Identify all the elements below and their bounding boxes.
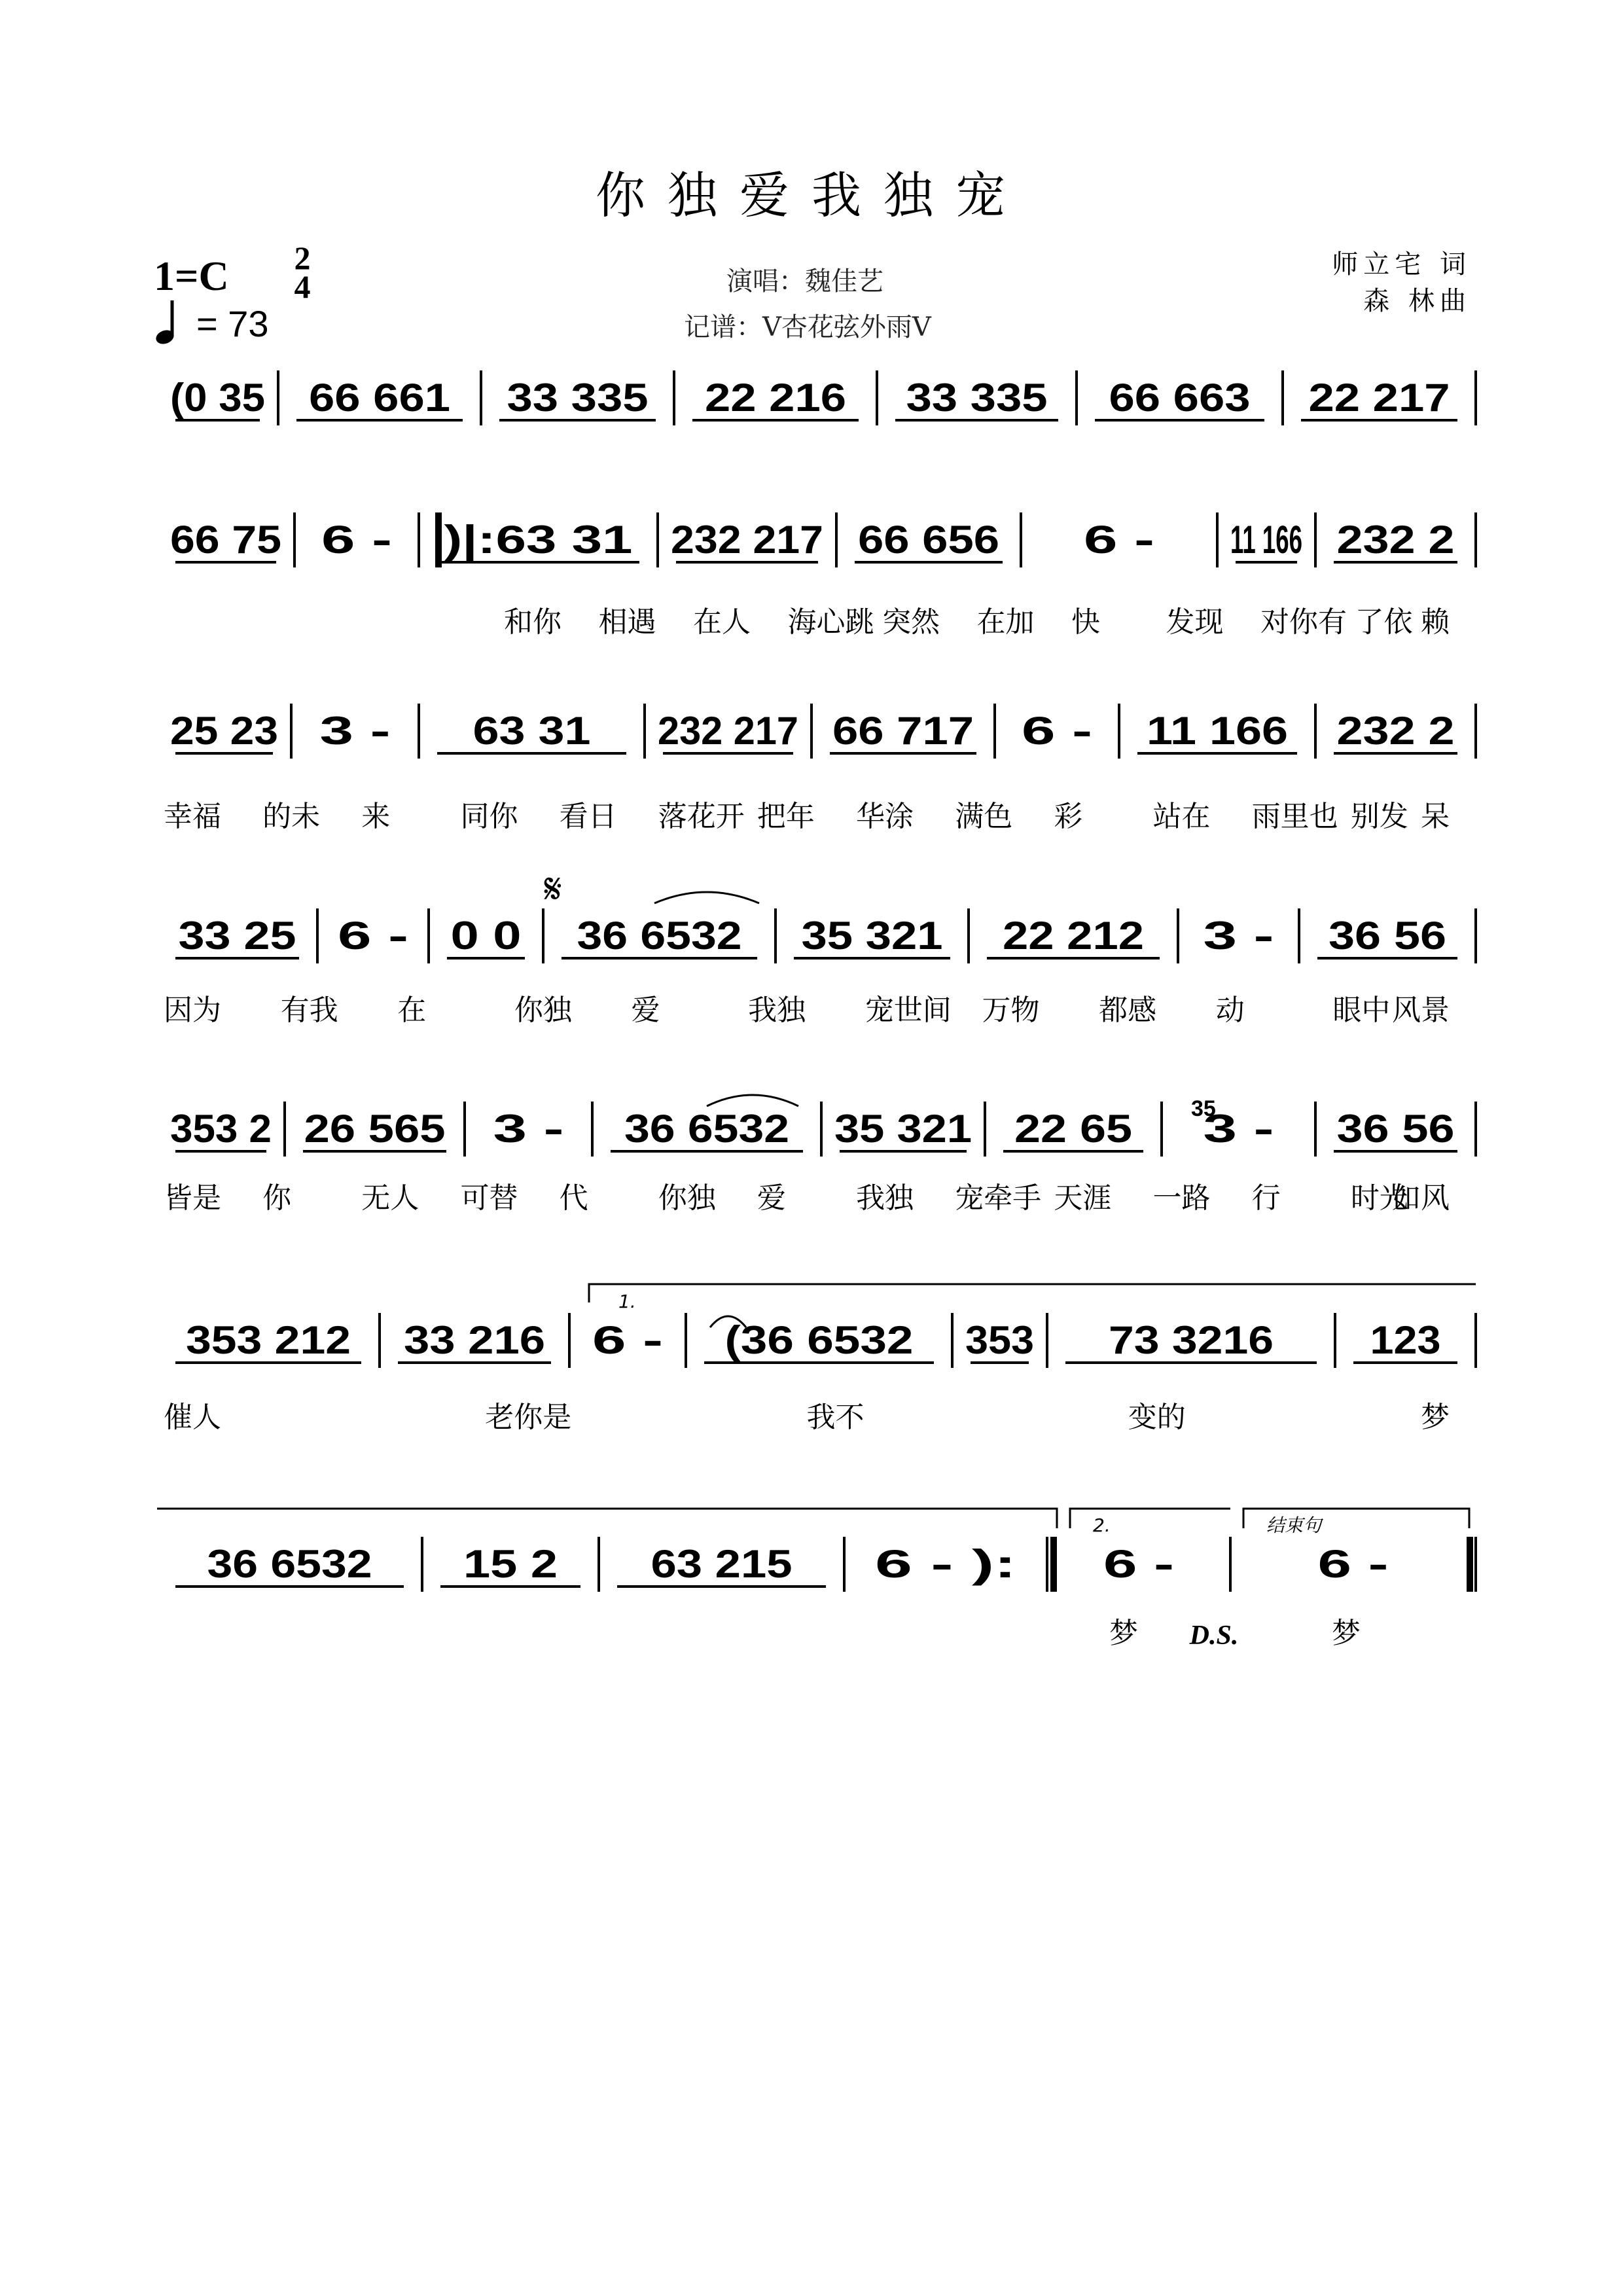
measure-notes: 232 217 [658,709,798,753]
lyric-word: 爱 [757,1181,786,1215]
transcriber-credit: 记谱：V杏花弦外雨V [684,312,931,342]
grace-note: 35 [1191,1096,1216,1121]
lyric-word: 我独 [856,1181,914,1215]
measure-notes: 73 3216 [1109,1318,1274,1362]
lyric-word: 时光 [1350,1181,1408,1215]
lyric-word: 雨里也 [1251,800,1338,833]
lyric-word: 赖 [1421,605,1450,639]
lyric-word: 来 [361,800,391,833]
lyric-word: 华涂 [856,800,914,833]
composer-credit: 森 林曲 [1363,286,1471,316]
lyric-word: 梦 [1421,1401,1450,1434]
measure-notes: 66 656 [858,518,999,562]
lyric-word: 落花开 [658,800,745,833]
measure-notes: 22 65 [1014,1107,1132,1151]
lyric-word: 代 [559,1181,588,1215]
lyric-word: 可替 [460,1181,518,1215]
measure-notes: 66 663 [1109,376,1251,420]
measure-notes: (36 6532 [724,1318,914,1362]
measure-notes: 11 166 [1147,709,1288,753]
lyric-word: 同你 [460,800,518,833]
lyric-word: 快 [1071,605,1100,639]
measure-notes: 35 321 [801,914,943,958]
lyric-word: 把年 [757,800,815,833]
measure-notes: 123 [1370,1318,1441,1362]
lyric-word: 我不 [806,1401,865,1434]
measure-notes: (0 35 [170,376,265,420]
lyric-word: 了依 [1355,605,1413,639]
lyric-word: 你独 [514,994,572,1027]
measure-notes: 6 - [1317,1542,1389,1586]
lyric-word: 梦 [1109,1617,1138,1650]
measure-notes: 66 75 [170,518,281,562]
lyric-word: 你 [262,1181,292,1215]
time-signature-top: 2 [294,240,311,276]
measure-notes: 36 6532 [207,1542,372,1586]
measure-notes: 66 661 [309,376,450,420]
lyric-word: 万物 [982,994,1040,1027]
lyric-word: 对你有 [1260,605,1347,639]
lyricist-credit: 师立宅 词 [1332,249,1471,279]
lyric-word: 宠世间 [865,994,952,1027]
measure-notes: 26 565 [304,1107,446,1151]
measure-notes: 353 212 [186,1318,351,1362]
measure-notes: 0 0 [450,914,522,958]
lyric-word: 站在 [1152,800,1211,833]
volta-1-bracket [589,1284,1476,1302]
lyric-word: 你独 [658,1181,716,1215]
measure-notes: 36 56 [1336,1107,1455,1151]
lyric-word: 催人 [164,1401,221,1434]
measure-notes: 232 2 [1336,518,1455,562]
measure-notes: 63 31 [473,709,591,753]
measure-notes: 15 2 [463,1542,558,1586]
measure-notes: 6 - [592,1318,663,1362]
lyric-word: 因为 [164,994,221,1027]
measure-notes: )|:63 31 [444,518,580,562]
ending-label: 结束句 [1266,1515,1322,1536]
time-signature-bottom: 4 [294,268,311,305]
slur-arc [707,1095,798,1106]
volta-1-label: 1. [618,1291,636,1312]
measure-notes: 6 - ): [875,1542,1016,1586]
lyric-word: 皆是 [164,1181,221,1215]
singer-credit: 演唱：魏佳艺 [726,266,883,296]
measure-notes: 22 216 [705,376,846,420]
measure-notes: 33 25 [178,914,296,958]
measure-notes: 22 212 [1003,914,1144,958]
measure-notes: 36 56 [1329,914,1446,958]
measure-notes: 33 335 [507,376,649,420]
measure-notes: 3 - [319,709,391,753]
volta-1-continuation [157,1509,1057,1528]
measure-notes: 3 - [493,1107,564,1151]
measure-notes: 36 6532 [624,1107,789,1151]
measure-notes: 6 - [1084,518,1154,562]
measure-notes: 6 - [1103,1542,1174,1586]
measure-notes: 33 335 [906,376,1048,420]
lyric-word: 梦 [1332,1617,1361,1650]
measure-notes: 35 321 [834,1107,972,1151]
measure-notes: 6 - [1022,709,1092,753]
measure-notes: 353 [965,1318,1034,1362]
measure-notes: 36 6532 [577,914,742,958]
lyric-word: 行 [1251,1181,1281,1215]
lyric-word: 和你 [504,605,562,639]
ds-marking: D.S. [1189,1621,1239,1651]
measure-notes: 232 217 [671,518,823,562]
lyric-word: 天涯 [1054,1181,1112,1215]
lyric-word: 突然 [882,605,940,639]
lyric-word: 在加 [976,605,1035,639]
measure-notes: 66 717 [832,709,974,753]
lyric-word: 在人 [693,605,751,639]
measure-notes: 6 - [321,518,392,562]
lyric-word: 有我 [280,994,338,1027]
measure-notes: 6 - [338,914,408,958]
lyric-word: 海心跳 [787,605,874,639]
measure-notes: 3 - [1203,1107,1274,1151]
song-title: 你独爱我独宠 [596,166,1027,224]
lyric-word: 的未 [262,800,321,833]
lyric-word: 动 [1215,994,1245,1027]
lyric-word: 我独 [748,994,806,1027]
lyric-word: 无人 [361,1181,419,1215]
measure-notes: 3 - [1203,914,1274,958]
segno-sign: 𝄋 [544,865,562,914]
measure-notes: 232 2 [1336,709,1455,753]
lyric-word: 满色 [955,800,1013,833]
volta-2-label: 2. [1093,1515,1111,1536]
tempo-mark: = 73 [196,303,269,344]
lyric-word: 在 [397,994,427,1027]
lyric-word: 相遇 [598,605,656,639]
lyric-word: 幸福 [164,800,221,833]
lyric-word: 风景 [1392,994,1450,1027]
lyric-word: 变的 [1128,1401,1186,1434]
lyric-word: 发现 [1166,605,1224,639]
lyric-word: 看日 [559,800,617,833]
lyric-word: 都感 [1099,994,1157,1027]
lyric-word: 爱 [631,994,660,1027]
lyric-word: 如风 [1392,1181,1450,1215]
lyric-word: 宠牵手 [955,1181,1042,1215]
measure-notes: 22 217 [1308,376,1450,420]
lyric-word: 彩 [1054,800,1083,833]
lyric-word: 老你是 [485,1401,572,1434]
lyric-word: 一路 [1152,1181,1211,1215]
slur-arc [654,892,759,903]
measure-notes: 11 166 [1230,518,1302,562]
measure-notes: 353 2 [170,1107,272,1151]
lyric-word: 眼中 [1332,994,1391,1027]
measure-notes: 33 216 [404,1318,545,1362]
measure-notes: 63 215 [651,1542,793,1586]
lyric-word: 呆 [1421,800,1450,833]
key-signature: 1=C [154,253,229,299]
lyric-word: 别发 [1350,800,1408,833]
measure-notes: 25 23 [170,709,278,753]
